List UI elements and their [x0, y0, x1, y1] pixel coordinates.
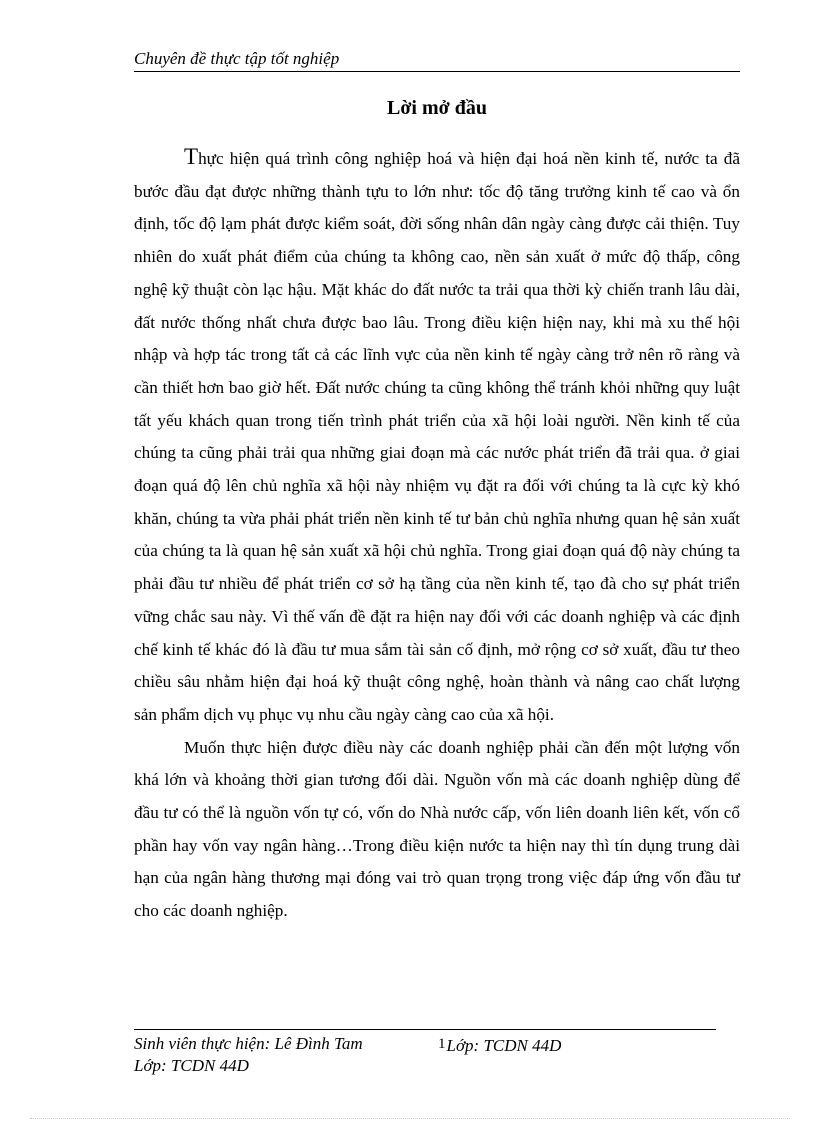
footer-class-right: Lớp: TCDN 44D	[446, 1036, 562, 1055]
page-number: 1	[438, 1036, 446, 1052]
paragraph-1-text: hực hiện quá trình công nghiệp hoá và hiện đại hoá nền kinh tế, nước ta đã bước đầu đạt được những thành tựu to lớn như: tốc độ tăng trưởng kinh tế cao và ổn định, tốc độ lạm phát được kiểm soát, đời sống nhân dân ngày càng được cải thiện. Tuy nhiên do xuất phát điểm của chúng ta không cao, nền sản xuất ở mức độ thấp, công nghệ kỹ thuật còn lạc hậu. Mặt khác do đất nước ta trải qua thời kỳ chiến tranh lâu dài, đất nước thống nhất chưa được bao lâu. Trong điều kiện hiện nay, khi mà xu thế hội nhập và hợp tác trong tất cả các lĩnh vực của nền kinh tế ngày càng trở nên rõ ràng và cần thiết hơn bao giờ hết. Đất nước chúng ta cũng không thể tránh khỏi những quy luật tất yếu khách quan trong tiến trình phát triển của xã hội loài người. Nền kinh tế của chúng ta cũng phải trải qua những giai đoạn mà các nước phát triển đã trải qua. ở giai đoạn quá độ lên chủ nghĩa xã hội này nhiệm vụ đặt ra đối với chúng ta là cực kỳ khó khăn, chúng ta vừa phải phát triển nền kinh tế tư bản chủ nghĩa nhưng quan hệ sản xuất của chúng ta là quan hệ sản xuất xã hội chủ nghĩa. Trong giai đoạn quá độ này chúng ta phải đầu tư nhiều để phát triển cơ sở hạ tầng của nền kinh tế, tạo đà cho sự phát triển vững chắc sau này. Vì thế vấn đề đặt ra hiện nay đối với các doanh nghiệp và các định chế kinh tế khác đó là đầu tư mua sắm tài sản cố định, mở rộng cơ sở xuất, đầu tư theo chiều sâu nhằm hiện đại hoá kỹ thuật công nghệ, hoàn thành và nâng cao chất lượng sản phẩm dịch vụ phục vụ nhu cầu ngày càng cao của xã hội.	[134, 149, 740, 724]
running-header: Chuyên đề thực tập tốt nghiệp	[134, 48, 740, 72]
page-bottom-border	[30, 1118, 790, 1119]
footer-student: Sinh viên thực hiện: Lê Đình Tam	[134, 1034, 363, 1053]
footer-class-left: Lớp: TCDN 44D	[134, 1056, 249, 1075]
document-body	[134, 143, 740, 928]
footer-divider	[134, 1029, 716, 1030]
document-title: Lời mở đầu	[387, 97, 487, 119]
paragraph-2: Muốn thực hiện được điều này các doanh nghiệp phải cần đến một lượng vốn khá lớn và khoảng thời gian tương đối dài. Nguồn vốn mà các doanh nghiệp dùng để đầu tư có thể là nguồn vốn tự có, vốn do Nhà nước cấp, vốn liên doanh liên kết, vốn cổ phần hay vốn vay ngân hàng…Trong điều kiện nước ta hiện nay thì tín dụng trung dài hạn của ngân hàng thương mại đóng vai trò quan trọng trong việc đáp ứng vốn đầu tư cho các doanh nghiệp.	[134, 737, 740, 921]
footer-page-and-class	[438, 1034, 561, 1056]
paragraph-1	[134, 143, 740, 732]
dropcap-letter: T	[184, 144, 199, 169]
